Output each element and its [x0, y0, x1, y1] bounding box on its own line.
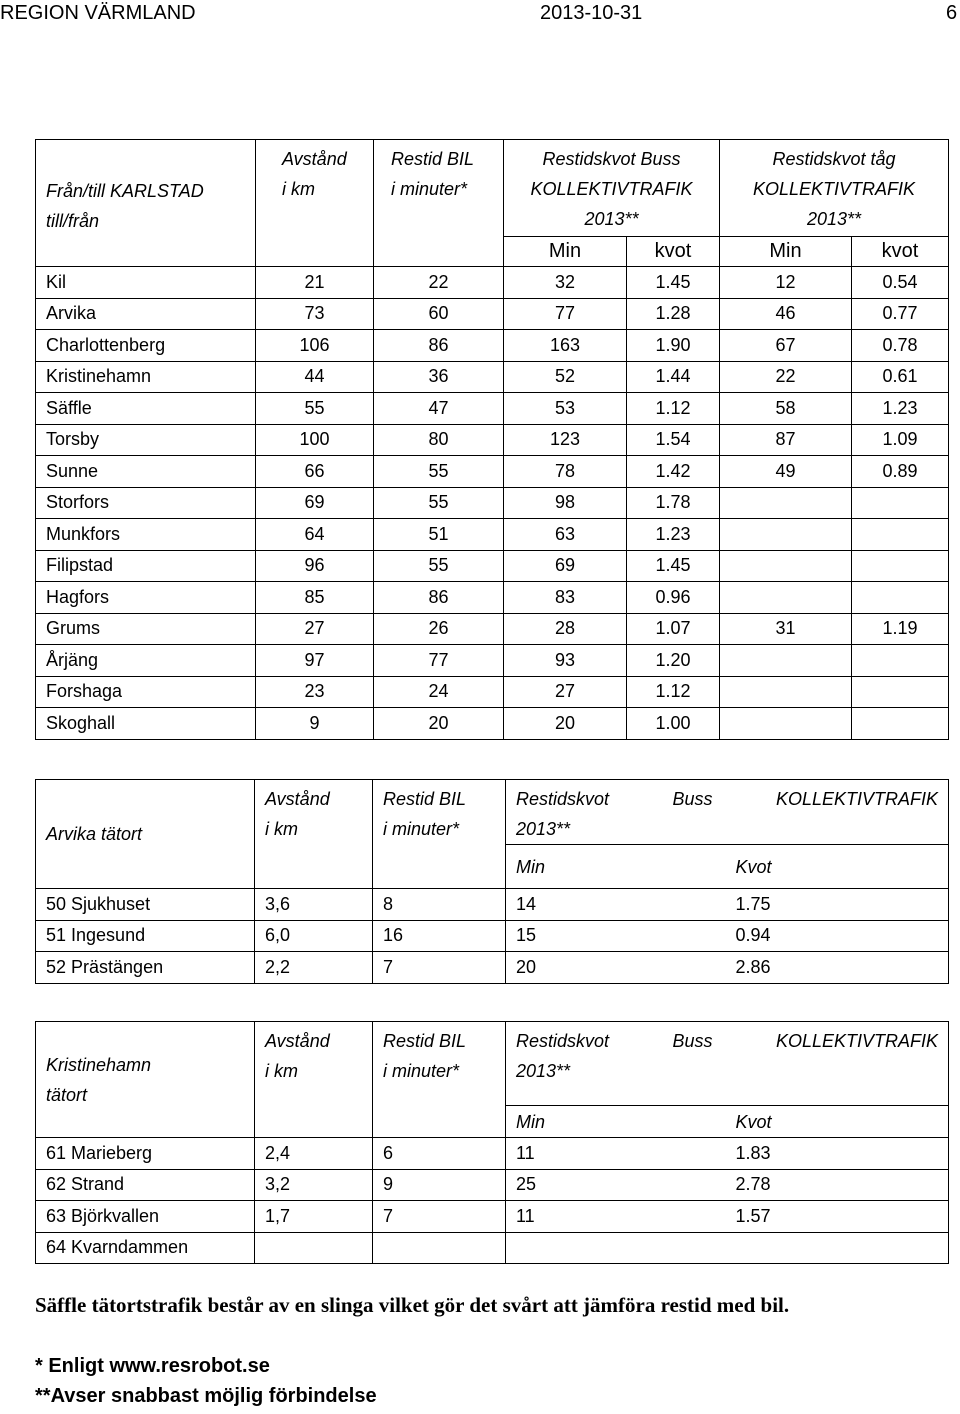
table-cell — [852, 519, 949, 551]
table-cell: 16 — [373, 920, 506, 952]
table-cell: 14 — [506, 889, 726, 921]
table-row — [36, 676, 949, 708]
table-cell: 1,7 — [255, 1201, 373, 1233]
table-cell: 69 — [256, 487, 374, 519]
col-train-ratio-line2: KOLLEKTIVTRAFIK — [753, 179, 916, 199]
kristinehamn-ratio-word3: KOLLEKTIVTRAFIK — [775, 1031, 938, 1051]
kristinehamn-travel-table — [35, 1021, 949, 1264]
table-cell: 0.54 — [852, 267, 949, 299]
table-row — [36, 1169, 949, 1201]
page-header — [0, 0, 960, 30]
kristinehamn-distance-line1: Avstånd — [265, 1031, 330, 1051]
table-cell — [852, 676, 949, 708]
arvika-subheader-min: Min — [506, 845, 726, 889]
table-cell — [255, 1232, 373, 1264]
table-cell: 86 — [374, 330, 504, 362]
table-row — [36, 330, 949, 362]
table-cell — [720, 676, 852, 708]
col-from-line2: till/från — [46, 211, 100, 231]
table-cell: 51 — [374, 519, 504, 551]
table-cell: 58 — [720, 393, 852, 425]
table-cell: 0.78 — [852, 330, 949, 362]
table-row — [36, 1232, 949, 1264]
kristinehamn-car-time-line2: i minuter* — [383, 1061, 460, 1081]
arvika-car-time-line2: i minuter* — [383, 819, 460, 839]
table-cell — [852, 550, 949, 582]
table-cell: 31 — [720, 613, 852, 645]
table-cell: 44 — [256, 361, 374, 393]
table-cell: 67 — [720, 330, 852, 362]
col-distance-line2: i km — [282, 179, 315, 199]
table-cell: 21 — [256, 267, 374, 299]
table-cell: 55 — [374, 487, 504, 519]
table-cell: 25 — [506, 1169, 726, 1201]
table-cell: 3,2 — [255, 1169, 373, 1201]
table-cell: 1.20 — [627, 645, 720, 677]
arvika-distance-line2: i km — [265, 819, 298, 839]
subheader-bus-kvot: kvot — [627, 237, 720, 267]
col-train-ratio-line3: 2013** — [806, 209, 862, 229]
row-label: Kil — [36, 267, 256, 299]
table-cell: 87 — [720, 424, 852, 456]
table-cell: 22 — [720, 361, 852, 393]
table-row — [36, 393, 949, 425]
arvika-ratio-header — [506, 780, 949, 845]
col-train-ratio-line1: Restidskvot tåg — [772, 149, 896, 169]
row-label: 52 Prästängen — [36, 952, 255, 984]
table-cell — [720, 487, 852, 519]
kristinehamn-subheader-kvot: Kvot — [726, 1106, 949, 1138]
saffle-note: Säffle tätortstrafik består av en slinga vilket gör det svårt att jämföra restid med bil. — [35, 1293, 790, 1317]
karlstad-table-body — [36, 267, 949, 740]
table-cell: 55 — [374, 550, 504, 582]
col-distance-header — [256, 140, 374, 267]
arvika-distance-header — [255, 780, 373, 889]
arvika-car-time-line1: Restid BIL — [383, 789, 467, 809]
table-row — [36, 456, 949, 488]
table-cell: 0.89 — [852, 456, 949, 488]
table-cell: 23 — [256, 676, 374, 708]
table-cell: 7 — [373, 1201, 506, 1233]
table-row — [36, 487, 949, 519]
table-cell: 1.19 — [852, 613, 949, 645]
table-cell: 1.42 — [627, 456, 720, 488]
table-row — [36, 1201, 949, 1233]
table-cell: 60 — [374, 298, 504, 330]
region-label: REGION VÄRMLAND — [0, 2, 196, 24]
table-row — [36, 1138, 949, 1170]
table-cell: 20 — [506, 952, 726, 984]
table-cell — [852, 645, 949, 677]
arvika-ratio-year: 2013** — [516, 819, 571, 839]
table-cell: 73 — [256, 298, 374, 330]
table-cell — [373, 1232, 506, 1264]
table-cell: 80 — [374, 424, 504, 456]
table-cell — [852, 708, 949, 740]
table-cell: 2,2 — [255, 952, 373, 984]
row-label: 51 Ingesund — [36, 920, 255, 952]
subheader-bus-min: Min — [504, 237, 627, 267]
arvika-car-time-header — [373, 780, 506, 889]
table-cell: 15 — [506, 920, 726, 952]
table-row — [36, 550, 949, 582]
col-from-line1: Från/till KARLSTAD — [46, 181, 204, 201]
table-cell: 36 — [374, 361, 504, 393]
table-cell — [726, 1232, 949, 1264]
row-label: Hagfors — [36, 582, 256, 614]
table-cell: 64 — [256, 519, 374, 551]
table-cell: 27 — [256, 613, 374, 645]
footnote-fastest-connection: **Avser snabbast möjlig förbindelse — [35, 1385, 377, 1407]
col-bus-ratio-line3: 2013** — [584, 209, 639, 229]
col-train-ratio-header — [720, 140, 949, 237]
row-label: Charlottenberg — [36, 330, 256, 362]
col-bus-ratio-line1: Restidskvot Buss — [542, 149, 681, 169]
table-cell: 63 — [504, 519, 627, 551]
table-row — [36, 424, 949, 456]
table-cell: 1.12 — [627, 393, 720, 425]
document-date: 2013-10-31 — [540, 2, 643, 24]
table-row — [36, 708, 949, 740]
table-cell: 100 — [256, 424, 374, 456]
table-cell: 77 — [374, 645, 504, 677]
table-cell: 85 — [256, 582, 374, 614]
subheader-train-kvot: kvot — [852, 237, 949, 267]
kristinehamn-subheader-min: Min — [506, 1106, 726, 1138]
kristinehamn-ratio-header — [506, 1022, 949, 1106]
table-row — [36, 298, 949, 330]
table-cell: 1.44 — [627, 361, 720, 393]
row-label: 62 Strand — [36, 1169, 255, 1201]
table-cell: 0.94 — [726, 920, 949, 952]
kristinehamn-distance-line2: i km — [265, 1061, 298, 1081]
kristinehamn-ratio-word1: Restidskvot — [516, 1031, 610, 1051]
table-cell: 1.75 — [726, 889, 949, 921]
table-cell: 96 — [256, 550, 374, 582]
table-cell: 52 — [504, 361, 627, 393]
arvika-distance-line1: Avstånd — [265, 789, 330, 809]
row-label: 61 Marieberg — [36, 1138, 255, 1170]
row-label: Grums — [36, 613, 256, 645]
col-bus-ratio-header — [504, 140, 720, 237]
col-distance-line1: Avstånd — [282, 149, 347, 169]
table-row — [36, 889, 949, 921]
table-cell: 0.61 — [852, 361, 949, 393]
kristinehamn-name-line2: tätort — [46, 1084, 88, 1105]
col-car-time-line2: i minuter* — [391, 179, 468, 199]
table-cell: 7 — [373, 952, 506, 984]
table-cell: 0.96 — [627, 582, 720, 614]
table-row — [36, 582, 949, 614]
table-cell: 83 — [504, 582, 627, 614]
arvika-table-body — [36, 889, 949, 984]
arvika-subheader-kvot: Kvot — [726, 845, 949, 889]
row-label: Kristinehamn — [36, 361, 256, 393]
row-label: Filipstad — [36, 550, 256, 582]
table-cell: 32 — [504, 267, 627, 299]
table-cell — [720, 708, 852, 740]
table-row — [36, 267, 949, 299]
kristinehamn-distance-header — [255, 1022, 373, 1138]
table-cell: 55 — [374, 456, 504, 488]
table-cell: 6 — [373, 1138, 506, 1170]
col-car-time-line1: Restid BIL — [391, 149, 475, 169]
table-cell — [720, 645, 852, 677]
table-row — [36, 361, 949, 393]
table-cell: 1.83 — [726, 1138, 949, 1170]
table-cell: 1.23 — [852, 393, 949, 425]
kristinehamn-car-time-header — [373, 1022, 506, 1138]
table-cell — [720, 582, 852, 614]
arvika-name-header: Arvika tätort — [36, 780, 255, 889]
table-cell: 77 — [504, 298, 627, 330]
table-cell: 1.12 — [627, 676, 720, 708]
table-row — [36, 613, 949, 645]
table-cell: 86 — [374, 582, 504, 614]
table-cell: 53 — [504, 393, 627, 425]
table-cell: 24 — [374, 676, 504, 708]
table-cell: 8 — [373, 889, 506, 921]
col-from-header — [36, 140, 256, 267]
row-label: Skoghall — [36, 708, 256, 740]
arvika-ratio-word2: Buss — [672, 789, 713, 809]
table-cell: 6,0 — [255, 920, 373, 952]
table-cell: 106 — [256, 330, 374, 362]
table-cell: 1.28 — [627, 298, 720, 330]
table-cell: 1.57 — [726, 1201, 949, 1233]
table-cell: 1.23 — [627, 519, 720, 551]
table-cell — [852, 582, 949, 614]
row-label: Forshaga — [36, 676, 256, 708]
table-cell: 1.45 — [627, 550, 720, 582]
table-cell: 12 — [720, 267, 852, 299]
table-cell: 3,6 — [255, 889, 373, 921]
table-cell: 11 — [506, 1201, 726, 1233]
kristinehamn-car-time-line1: Restid BIL — [383, 1031, 467, 1051]
table-cell: 1.45 — [627, 267, 720, 299]
table-cell: 0.77 — [852, 298, 949, 330]
row-label: Säffle — [36, 393, 256, 425]
table-cell: 46 — [720, 298, 852, 330]
row-label: Arvika — [36, 298, 256, 330]
row-label: Storfors — [36, 487, 256, 519]
table-cell: 20 — [374, 708, 504, 740]
table-cell: 93 — [504, 645, 627, 677]
table-row — [36, 645, 949, 677]
table-cell: 1.09 — [852, 424, 949, 456]
table-cell: 20 — [504, 708, 627, 740]
kristinehamn-name-header — [36, 1022, 255, 1138]
subheader-train-min: Min — [720, 237, 852, 267]
row-label: 64 Kvarndammen — [36, 1232, 255, 1264]
row-label: Årjäng — [36, 645, 256, 677]
kristinehamn-ratio-word2: Buss — [672, 1031, 713, 1051]
table-cell: 2.78 — [726, 1169, 949, 1201]
table-cell: 27 — [504, 676, 627, 708]
table-cell: 163 — [504, 330, 627, 362]
table-cell — [720, 550, 852, 582]
table-cell: 47 — [374, 393, 504, 425]
table-cell — [720, 519, 852, 551]
row-label: Sunne — [36, 456, 256, 488]
table-cell: 55 — [256, 393, 374, 425]
arvika-ratio-word1: Restidskvot — [516, 789, 610, 809]
table-row — [36, 519, 949, 551]
page-number: 6 — [946, 2, 958, 24]
table-cell: 11 — [506, 1138, 726, 1170]
table-cell: 1.90 — [627, 330, 720, 362]
table-cell: 49 — [720, 456, 852, 488]
row-label: Torsby — [36, 424, 256, 456]
table-cell: 1.54 — [627, 424, 720, 456]
row-label: 50 Sjukhuset — [36, 889, 255, 921]
table-cell: 9 — [256, 708, 374, 740]
kristinehamn-ratio-year: 2013** — [516, 1061, 571, 1081]
table-cell: 98 — [504, 487, 627, 519]
table-row — [36, 920, 949, 952]
table-cell: 1.00 — [627, 708, 720, 740]
col-bus-ratio-line2: KOLLEKTIVTRAFIK — [530, 179, 693, 199]
table-cell: 26 — [374, 613, 504, 645]
table-cell: 28 — [504, 613, 627, 645]
kristinehamn-name-line1: Kristinehamn — [46, 1054, 152, 1075]
table-cell: 1.78 — [627, 487, 720, 519]
table-cell: 123 — [504, 424, 627, 456]
karlstad-travel-table — [35, 139, 949, 740]
arvika-ratio-word3: KOLLEKTIVTRAFIK — [775, 789, 938, 809]
table-cell: 66 — [256, 456, 374, 488]
table-cell: 69 — [504, 550, 627, 582]
table-cell: 2.86 — [726, 952, 949, 984]
table-cell — [506, 1232, 726, 1264]
table-cell: 22 — [374, 267, 504, 299]
footnote-resrobot: * Enligt www.resrobot.se — [35, 1355, 270, 1377]
table-cell: 78 — [504, 456, 627, 488]
arvika-travel-table — [35, 779, 949, 984]
table-row — [36, 952, 949, 984]
table-cell: 9 — [373, 1169, 506, 1201]
row-label: 63 Björkvallen — [36, 1201, 255, 1233]
kristinehamn-table-body — [36, 1138, 949, 1264]
table-cell: 2,4 — [255, 1138, 373, 1170]
col-car-time-header — [374, 140, 504, 267]
table-cell: 97 — [256, 645, 374, 677]
table-cell: 1.07 — [627, 613, 720, 645]
row-label: Munkfors — [36, 519, 256, 551]
table-cell — [852, 487, 949, 519]
